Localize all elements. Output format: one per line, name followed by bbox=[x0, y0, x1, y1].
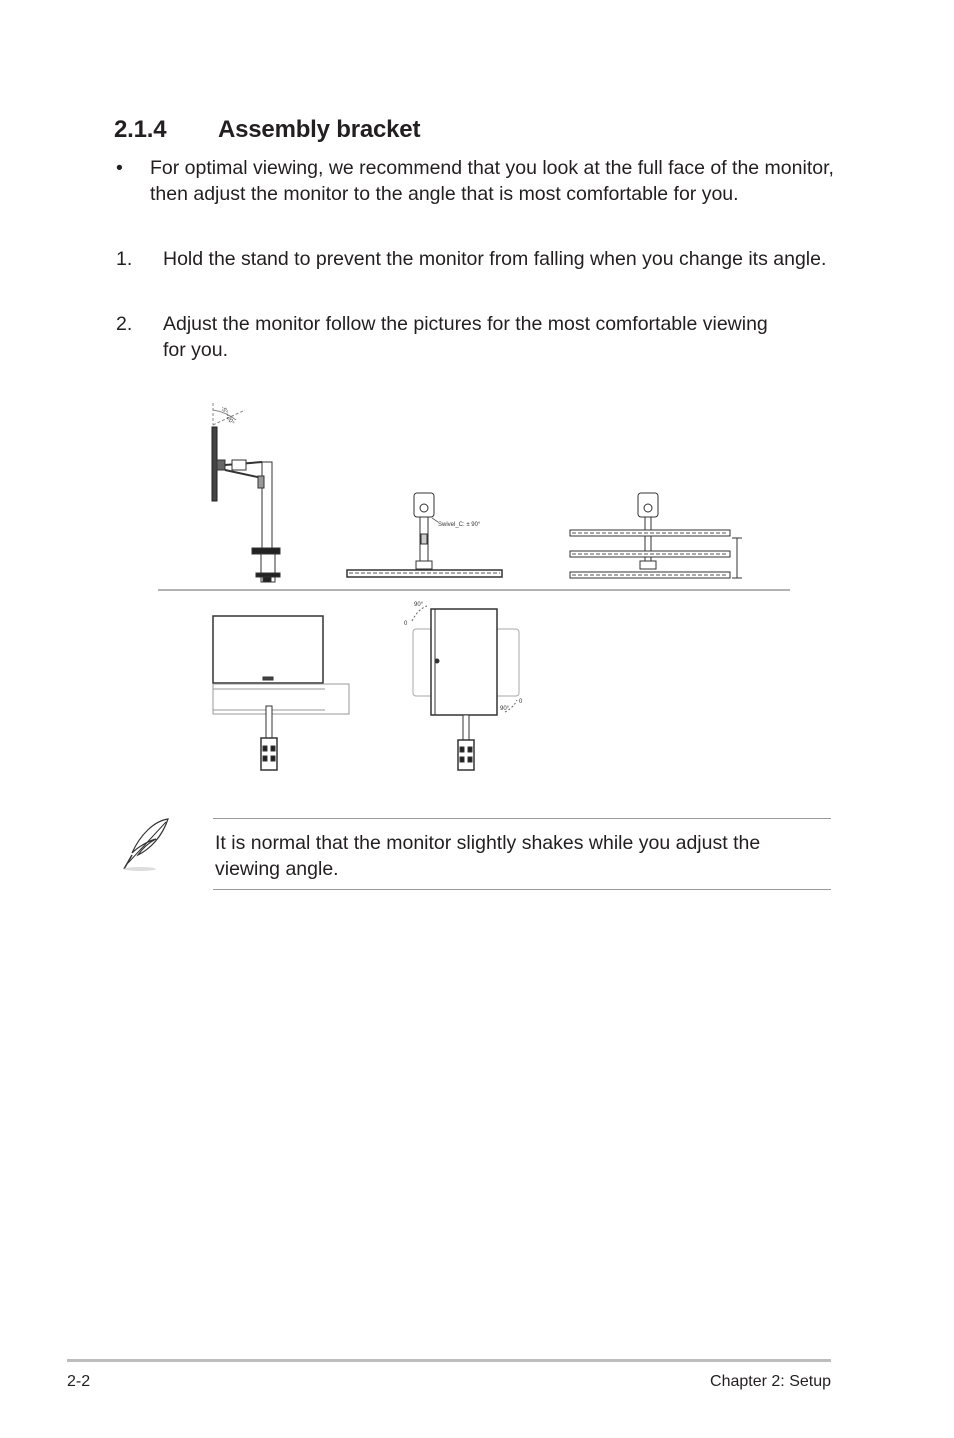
height-top-view bbox=[570, 493, 742, 578]
chapter-label: Chapter 2: Setup bbox=[710, 1373, 831, 1390]
note-top-rule bbox=[213, 818, 831, 819]
section-number: 2.1.4 bbox=[114, 116, 167, 143]
bullet-marker: • bbox=[116, 157, 123, 179]
section-title: Assembly bracket bbox=[218, 116, 421, 143]
step-item-2 bbox=[116, 311, 836, 365]
step-text: Adjust the monitor follow the pictures for the most comfortable viewing for you. bbox=[163, 313, 768, 361]
section-heading bbox=[114, 116, 420, 144]
front-view bbox=[213, 616, 349, 770]
pivot-view bbox=[412, 606, 519, 770]
swivel-label: Swivel_C: ± 90° bbox=[438, 522, 481, 528]
step-text: Hold the stand to prevent the monitor from falling when you change its angle. bbox=[163, 248, 827, 270]
bullet-text: For optimal viewing, we recommend that you look at the full face of the monitor, then adjust the monitor to the angle that is most comfortable for you. bbox=[150, 157, 834, 205]
footer-rule bbox=[67, 1359, 831, 1362]
tilt-side-view bbox=[212, 403, 280, 582]
note-text: It is normal that the monitor slightly shakes while you adjust the viewing angle. bbox=[215, 832, 761, 880]
step-number: 1. bbox=[116, 248, 133, 270]
tilt-label: -5°~20° bbox=[219, 405, 235, 427]
pivot-top-zero: 0 bbox=[404, 621, 408, 627]
pivot-bottom-angle: 90° bbox=[500, 706, 510, 712]
adjustment-figure bbox=[150, 395, 800, 785]
feather-pen-icon bbox=[118, 815, 174, 873]
page-number: 2-2 bbox=[67, 1373, 91, 1390]
pivot-top-angle: 90° bbox=[414, 602, 424, 608]
step-number: 2. bbox=[116, 313, 133, 335]
note-bottom-rule bbox=[213, 889, 831, 890]
pivot-bottom-zero: 0 bbox=[519, 699, 523, 705]
step-item-1 bbox=[116, 246, 836, 300]
bullet-item bbox=[116, 155, 836, 235]
swivel-top-view bbox=[347, 493, 502, 577]
